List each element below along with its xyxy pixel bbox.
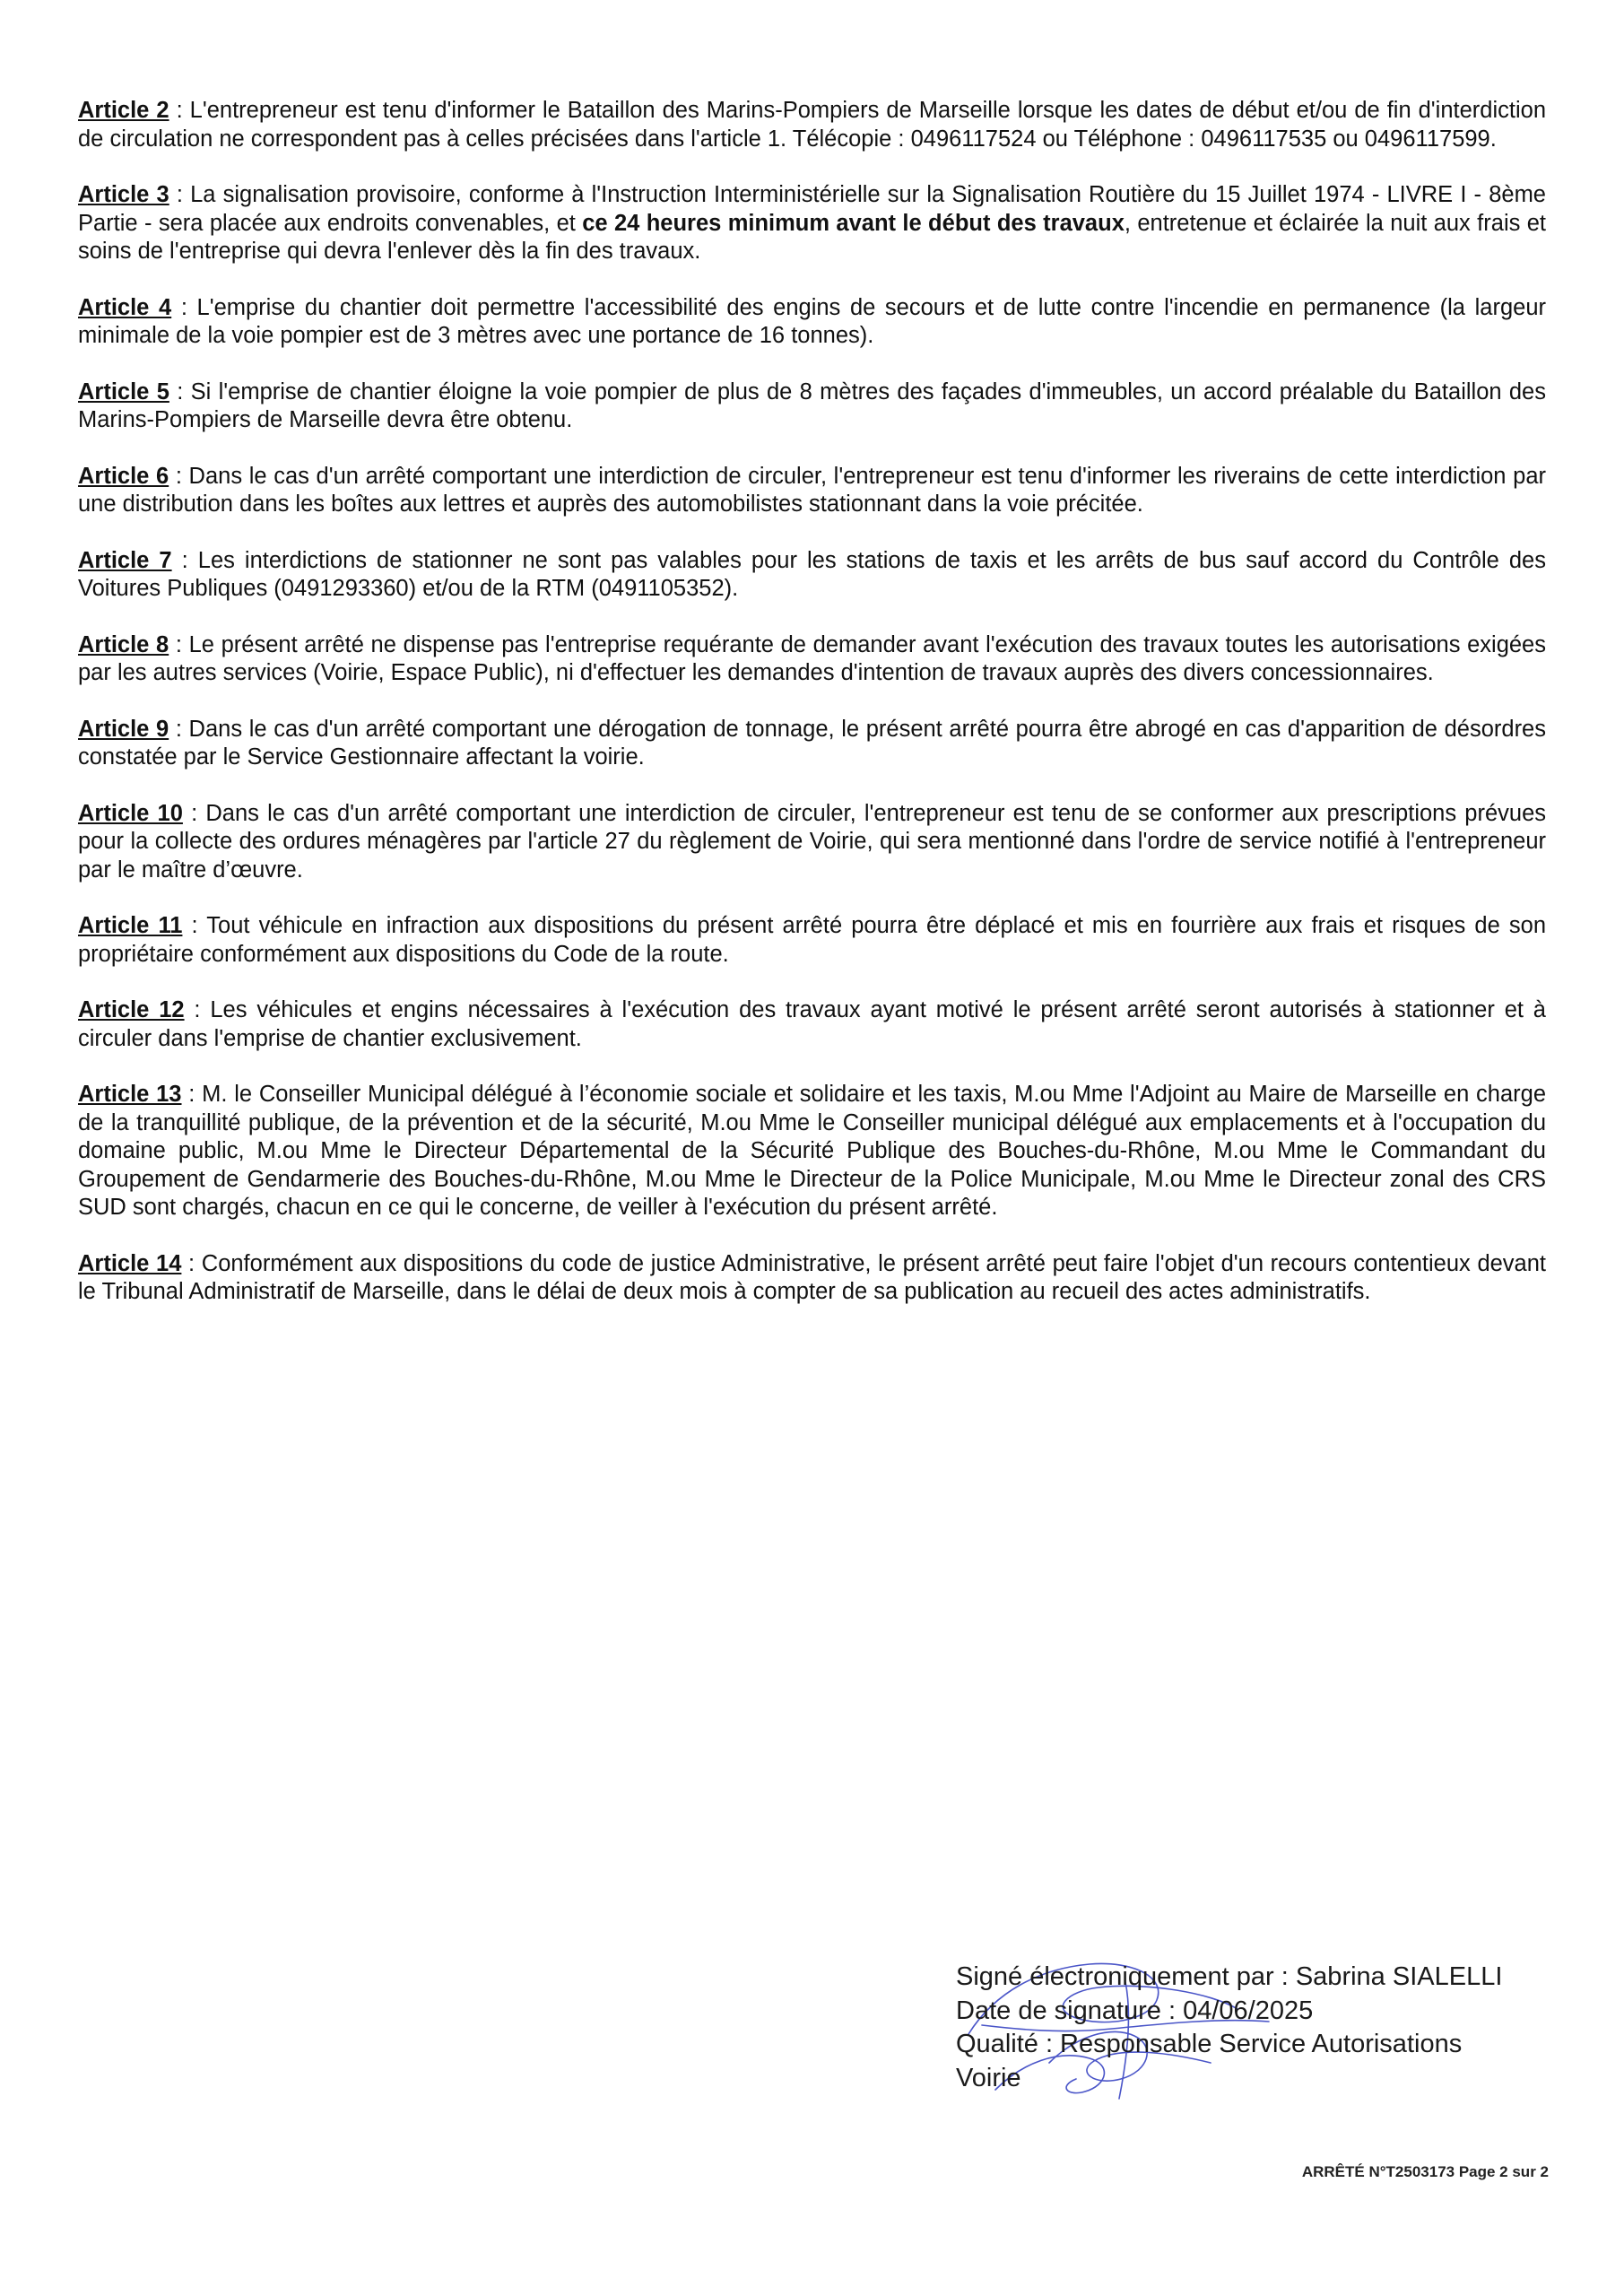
article-paragraph [78,912,1546,969]
article-paragraph [78,97,1546,153]
article-label: Article 5 [78,378,169,404]
article-paragraph [78,1250,1546,1307]
article-text: : Les interdictions de stationner ne sont pas valables pour les stations de taxis et les arrêts de bus sauf accord du Contrôle des Voitures Publiques (0491293360) et/ou de la RTM (0491105352). [78,547,1546,601]
article-paragraph [78,716,1546,772]
article-label: Article 7 [78,547,172,573]
articles-list [78,97,1546,1335]
article-label: Article 2 [78,98,169,123]
article-text: : Les véhicules et engins nécessaires à l'exécution des travaux ayant motivé le présent arrêté seront autorisés à stationner et à circuler dans l'emprise de chantier exclusivement. [78,997,1546,1051]
footer-reference: ARRÊTÉ N°T2503173 Page 2 sur 2 [1301,2163,1549,2180]
article-paragraph [78,463,1546,519]
signature-date: Date de signature : 04/06/2025 [956,1996,1314,2025]
signature-block [956,1961,1548,2095]
article-text: : Conformément aux dispositions du code de justice Administrative, le présent arrêté peut faire l'objet d'un recours contentieux devant le Tribunal Administratif de Marseille, dans le délai de deux mois à compter de sa publication au recueil des actes administratifs. [78,1250,1547,1304]
signature-quality-continued: Voirie [956,2063,1021,2092]
article-text: : Le présent arrêté ne dispense pas l'entreprise requérante de demander avant l'exécution des travaux toutes les autorisations exigées par les autres services (Voirie, Espace Public), ni d'effectuer les demandes d'intention de travaux auprès des divers concessionnaires. [78,631,1546,685]
article-label: Article 13 [78,1082,182,1107]
article-paragraph [78,547,1546,604]
article-text: : Tout véhicule en infraction aux dispositions du présent arrêté pourra être déplacé et mis en fourrière aux frais et risques de son propriétaire conformément aux dispositions du Code de la route. [78,913,1547,967]
article-paragraph [78,1081,1546,1222]
article-text-continued: , entretenue et éclairée la nuit aux frais et soins de l'entreprise qui devra l'enlever dès la fin des travaux. [78,210,1546,264]
article-text: : L'entrepreneur est tenu d'informer le Bataillon des Marins-Pompiers de Marseille lorsque les dates de début et/ou de fin d'interdiction de circulation ne correspondent pas à celles précisées dans l'article 1. Télécopie : 0496117524 ou Téléphone : 0496117535 ou 0496117599. [78,98,1546,152]
article-text: : M. le Conseiller Municipal délégué à l’économie sociale et solidaire et les taxis, M.ou Mme l'Adjoint au Maire de Marseille en charge de la tranquillité publique, de la prévention et de la sécurité, M.ou Mme le Conseiller municipal délégué aux emplacements et à l'occupation du domaine public, M.ou Mme le Directeur Départemental de la Sécurité Publique des Bouches-du-Rhône, M.ou Mme le Commandant du Groupement de Gendarmerie des Bouches-du-Rhône, M.ou Mme le Directeur de la Police Municipale, M.ou Mme le Directeur zonal des CRS SUD sont chargés, chacun en ce qui le concerne, de veiller à l'exécution du présent arrêté. [78,1082,1546,1220]
signature-quality: Qualité : Responsable Service Autorisations [956,2030,1463,2058]
article-text: : La signalisation provisoire, conforme à l'Instruction Interministérielle sur la Signalisation Routière du 15 Juillet 1974 - LIVRE I - 8ème Partie - sera placée aux endroits convenables, et [78,182,1546,236]
article-paragraph [78,996,1546,1053]
article-paragraph [78,800,1546,885]
article-paragraph [78,378,1546,435]
article-paragraph [78,294,1546,351]
article-text: : Dans le cas d'un arrêté comportant une interdiction de circuler, l'entrepreneur est tenu de se conformer aux prescriptions prévues pour la collecte des ordures ménagères par l'article 27 du règlement de Voirie, qui sera mentionné dans l'ordre de service notifié à l'entrepreneur par le maître d’œuvre. [78,800,1547,883]
article-paragraph [78,631,1546,688]
article-text: : Dans le cas d'un arrêté comportant une dérogation de tonnage, le présent arrêté pourra être abrogé en cas d'apparition de désordres constatée par le Service Gestionnaire affectant la voirie. [78,716,1546,770]
article-label: Article 9 [78,716,169,742]
article-text: : Dans le cas d'un arrêté comportant une interdiction de circuler, l'entrepreneur est tenu d'informer les riverains de cette interdiction par une distribution dans les boîtes aux lettres et auprès des automobilistes stationnant dans la voie précitée. [78,463,1546,517]
article-label: Article 8 [78,631,169,657]
article-label: Article 10 [78,800,183,826]
article-label: Article 11 [78,913,183,938]
signature-signed-by: Signé électroniquement par : Sabrina SIALELLI [956,1962,1503,1991]
article-emphasis: ce 24 heures minimum avant le début des travaux [582,210,1125,236]
article-label: Article 6 [78,463,169,489]
article-label: Article 12 [78,997,185,1022]
article-label: Article 4 [78,294,172,320]
article-text: : L'emprise du chantier doit permettre l'accessibilité des engins de secours et de lutte contre l'incendie en permanence (la largeur minimale de la voie pompier est de 3 mètres avec une portance de 16 tonnes). [78,294,1546,348]
article-paragraph [78,181,1546,266]
article-label: Article 3 [78,182,169,207]
article-label: Article 14 [78,1250,182,1276]
article-text: : Si l'emprise de chantier éloigne la voie pompier de plus de 8 mètres des façades d'immeubles, un accord préalable du Bataillon des Marins-Pompiers de Marseille devra être obtenu. [78,378,1546,432]
